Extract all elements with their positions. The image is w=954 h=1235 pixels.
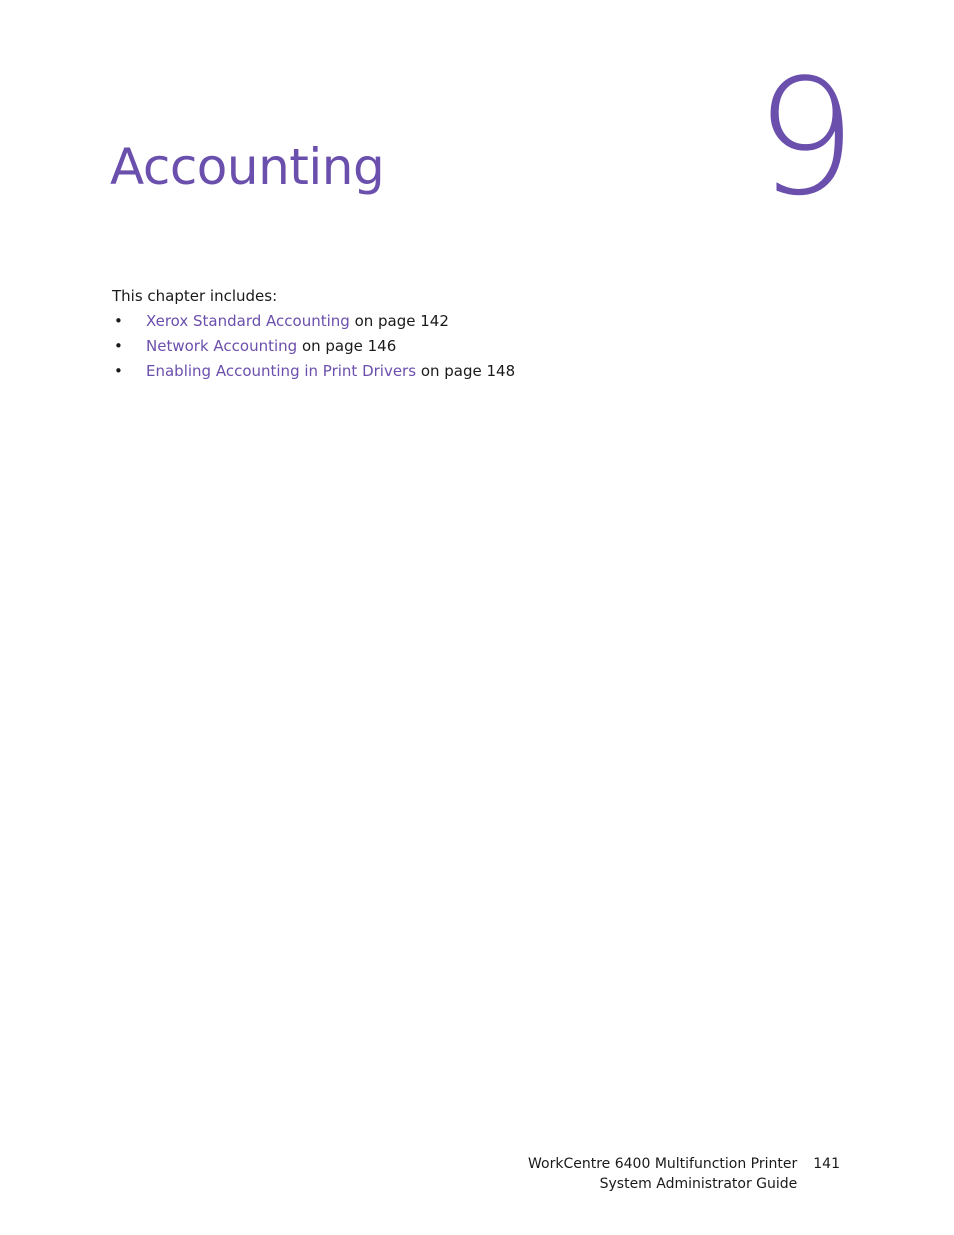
- intro-text: This chapter includes:: [112, 287, 278, 305]
- bullet-icon: •: [114, 362, 123, 380]
- toc-page-reference: on page 148: [416, 362, 516, 380]
- footer-guide-name: System Administrator Guide: [599, 1176, 798, 1192]
- toc-link-enabling-accounting-print-drivers[interactable]: Enabling Accounting in Print Drivers: [146, 362, 417, 380]
- list-item: [112, 361, 515, 386]
- list-item: [112, 336, 515, 361]
- bullet-icon: •: [114, 337, 123, 355]
- toc-link-network-accounting[interactable]: Network Accounting: [146, 337, 298, 355]
- toc-link-xerox-standard-accounting[interactable]: Xerox Standard Accounting: [146, 312, 350, 330]
- list-item: [112, 311, 515, 336]
- chapter-contents-list: [112, 311, 515, 386]
- chapter-title: Accounting: [110, 138, 385, 196]
- toc-page-reference: on page 146: [297, 337, 397, 355]
- footer-document-info: [528, 1154, 797, 1194]
- footer-product-name: WorkCentre 6400 Multifunction Printer: [528, 1156, 798, 1172]
- bullet-icon: •: [114, 312, 123, 330]
- chapter-number: 9: [755, 44, 855, 231]
- toc-page-reference: on page 142: [349, 312, 449, 330]
- page-footer: [528, 1154, 840, 1194]
- page-number: 141: [813, 1156, 840, 1172]
